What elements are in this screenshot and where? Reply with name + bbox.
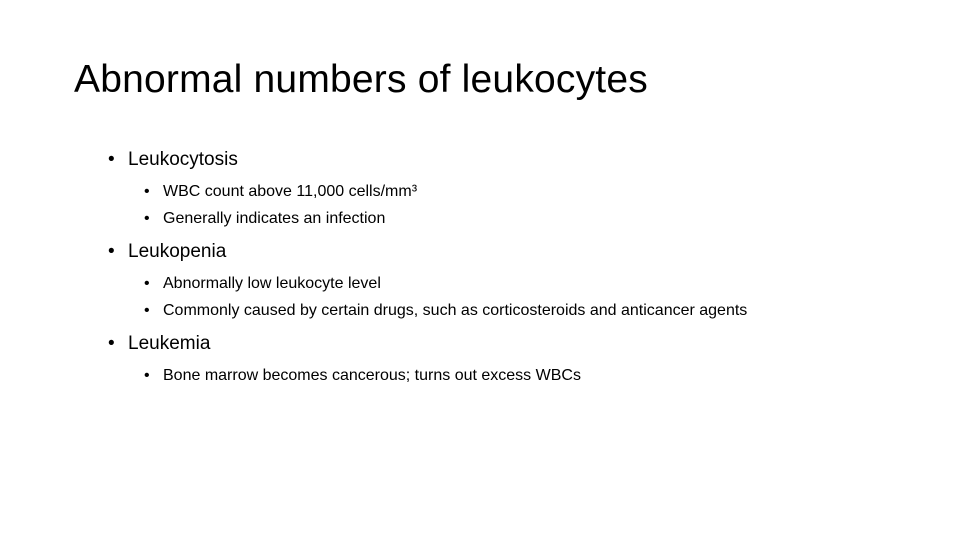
bullet-item	[108, 330, 928, 358]
bullet-group-leukocytosis	[108, 146, 928, 232]
sub-bullet-item	[144, 362, 928, 389]
bullet-list	[108, 146, 928, 395]
bullet-group-leukemia	[108, 330, 928, 389]
bullet-icon: •	[144, 302, 150, 319]
bullet-text: Leukocytosis	[128, 149, 238, 170]
bullet-text: Leukopenia	[128, 241, 227, 262]
sub-bullet-text: Commonly caused by certain drugs, such as corticosteroids and anticancer agents	[163, 302, 748, 319]
bullet-group-leukopenia	[108, 238, 928, 324]
bullet-icon: •	[144, 210, 150, 227]
sub-bullet-item	[144, 297, 928, 324]
sub-bullet-list	[108, 270, 928, 324]
sub-bullet-text: Bone marrow becomes cancerous; turns out excess WBCs	[163, 367, 581, 384]
sub-bullet-text: WBC count above 11,000 cells/mm³	[163, 183, 418, 200]
sub-bullet-text: Generally indicates an infection	[163, 210, 386, 227]
bullet-item	[108, 146, 928, 174]
sub-bullet-item	[144, 205, 928, 232]
bullet-icon: •	[108, 241, 115, 262]
bullet-icon: •	[144, 275, 150, 292]
slide-title: Abnormal numbers of leukocytes	[74, 58, 648, 101]
bullet-text: Leukemia	[128, 333, 211, 354]
bullet-icon: •	[144, 183, 150, 200]
sub-bullet-list	[108, 362, 928, 389]
sub-bullet-item	[144, 178, 928, 205]
bullet-icon: •	[144, 367, 150, 384]
bullet-icon: •	[108, 149, 115, 170]
bullet-icon: •	[108, 333, 115, 354]
sub-bullet-item	[144, 270, 928, 297]
sub-bullet-text: Abnormally low leukocyte level	[163, 275, 381, 292]
sub-bullet-list	[108, 178, 928, 232]
bullet-item	[108, 238, 928, 266]
